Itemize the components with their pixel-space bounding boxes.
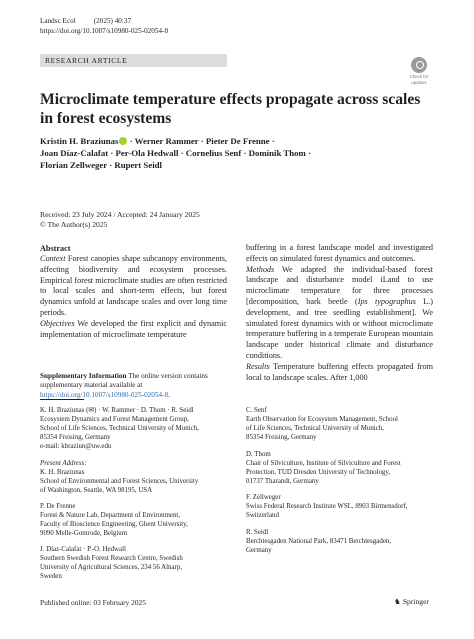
aff-line: Switzerland (246, 511, 279, 519)
aff-line: F. Zellweger (246, 494, 281, 501)
aff-line: School of Life Sciences, Technical University of Munich, (40, 424, 199, 432)
copyright: © The Author(s) 2025 (40, 220, 108, 229)
aff-line: Berchtesgaden National Park, 83471 Berchtesgaden, (246, 537, 392, 545)
doi-link[interactable]: https://doi.org/10.1007/s10980-025-02054-8 (40, 26, 169, 35)
present-address-label: Present Address: (40, 460, 87, 467)
affiliations-left-4 (40, 546, 230, 582)
aff-line: of Life Sciences, Technical University of Munich, (246, 424, 384, 432)
aff-line: Chair of Silviculture, Institute of Silviculture and Forest (246, 459, 401, 467)
affiliations-right-3 (246, 494, 441, 521)
author-list (40, 135, 440, 172)
title-line-1: Microclimate temperature effects propagate across scales (40, 91, 421, 108)
aff-line: 85354 Freising, Germany (246, 433, 317, 441)
methods-text-a: We adapted the individual-based forest landscape and disturbance model iLand to use microclimate temperature for three processes [decomposition, bark beetle ( (246, 264, 433, 306)
check-for-updates-badge[interactable] (406, 57, 432, 85)
aff-line: D. Thom (246, 451, 271, 458)
affiliations-right-2 (246, 451, 441, 487)
abstract-methods (246, 265, 433, 362)
aff-line: University of Agricultural Sciences, 234 56 Alnarp, (40, 563, 182, 571)
badge-line-2: updates (411, 80, 427, 85)
affiliations-left-2 (40, 460, 230, 496)
aff-line: 9090 Melle-Gontrode, Belgium (40, 529, 128, 537)
authors-line-1-rest: · Werner Rammer · Pieter De Frenne · (127, 136, 275, 146)
journal-header (40, 17, 168, 36)
context-label: Context (40, 254, 66, 263)
check-for-updates-icon (411, 57, 427, 73)
aff-line: Southern Swedish Forest Research Centre, Swedish (40, 554, 183, 562)
supplementary-label: Supplementary Information (40, 372, 127, 380)
abstract-context (40, 254, 227, 319)
objectives-text: We developed the first explicit and dynamic implementation of microclimate temperature (40, 318, 227, 339)
results-label: Results (246, 361, 270, 371)
results-text: Temperature buffering effects propagated from local to landscape scales. After 1,000 (246, 361, 433, 382)
aff-line: 01737 Tharandt, Germany (246, 477, 319, 485)
abstract-objectives-cont: buffering in a forest landscape model and investigated effects on simulated forest dynamics and outcomes. (246, 243, 433, 263)
aff-line: 85354 Freising, Germany (40, 433, 111, 441)
published-online: Published online: 03 February 2025 (40, 598, 146, 607)
aff-line: Sweden (40, 572, 62, 580)
springer-logo (394, 597, 429, 607)
authors-line-2: Joan Díaz-Calafat · Per-Ola Hedwall · Cornelius Senf · Dominik Thom · (40, 148, 311, 159)
authors-line-3: Florian Zellweger · Rupert Seidl (40, 160, 163, 171)
affiliations-right-4 (246, 529, 441, 556)
aff-line: R. Seidl (246, 529, 269, 536)
email[interactable]: e-mail: kbraziun@uw.edu (40, 442, 112, 450)
article-type-banner: RESEARCH ARTICLE (40, 54, 227, 67)
footnote-divider (40, 399, 84, 400)
affiliations-left-1 (40, 407, 230, 452)
journal-volume: (2025) 40:37 (93, 17, 132, 25)
aff-line: Ecosystem Dynamics and Forest Management Group, (40, 415, 189, 423)
aff-line: Faculty of Bioscience Engineering, Ghent University, (40, 520, 188, 528)
supplementary-text: The online version contains supplementary material available at (40, 372, 208, 390)
aff-line: School of Environmental and Forest Sciences, University (40, 477, 199, 485)
aff-line: K. H. Braziunas (40, 468, 85, 476)
aff-line: K. H. Braziunas (✉) · W. Rammer · D. Thom · R. Seidl (40, 407, 194, 414)
abstract-objectives (40, 319, 227, 341)
methods-label: Methods (246, 264, 275, 274)
aff-line: Forest & Nature Lab, Department of Environment, (40, 511, 181, 519)
article-title (40, 90, 440, 128)
methods-species: Ips typographus (357, 296, 416, 306)
aff-line: Protection, TUD Dresden University of Technology, (246, 468, 391, 476)
abstract-results (246, 362, 433, 384)
supplementary-link[interactable]: https://doi.org/10.1007/s10980-025-02054-8 (40, 390, 169, 399)
aff-line: C. Senf (246, 407, 267, 414)
author-first[interactable]: Kristin H. Braziunas (40, 136, 119, 146)
abstract-heading: Abstract (40, 244, 71, 253)
supplementary-information (40, 372, 227, 400)
title-line-2: in forest ecosystems (40, 110, 172, 127)
abstract-left-column (40, 243, 227, 340)
badge-line-1: Check for (409, 74, 429, 79)
springer-horse-icon: ♞ (394, 597, 401, 606)
received-accepted: Received: 23 July 2024 / Accepted: 24 January 2025 (40, 210, 200, 219)
methods-text-b: L.) development, and tree seedling establishment]. We simulated forest dynamics with or without microclimate temperature buffering in a temperate European mountain landscape under historical climate and disturbance conditions. (246, 296, 434, 360)
journal-name: Landsc Ecol (40, 17, 76, 25)
aff-line: J. Díaz-Calafat · P.-O. Hedwall (40, 546, 126, 553)
context-text: Forest canopies shape subcanopy environments, affecting biodiversity and ecosystem processes. Empirical forest microclimate studies are often restricted to local scales and short-term effects, but forest dynamics unfold at landscape scales and over long time periods. (40, 254, 227, 317)
affiliations-left-3 (40, 503, 230, 539)
aff-line: P. De Frenne (40, 503, 76, 510)
publisher-name: Springer (402, 597, 429, 606)
affiliations-right-1 (246, 407, 441, 443)
abstract-right-column (246, 243, 433, 383)
aff-line: Earth Observation for Ecosystem Management, School (246, 415, 398, 423)
supplementary-end: . (168, 390, 170, 399)
aff-line: Germany (246, 546, 272, 554)
objectives-label: Objectives (40, 318, 75, 328)
article-dates (40, 210, 200, 230)
aff-line: Swiss Federal Research Institute WSL, 8903 Birmensdorf, (246, 502, 408, 510)
aff-line: of Washington, Seattle, WA 98195, USA (40, 486, 153, 494)
